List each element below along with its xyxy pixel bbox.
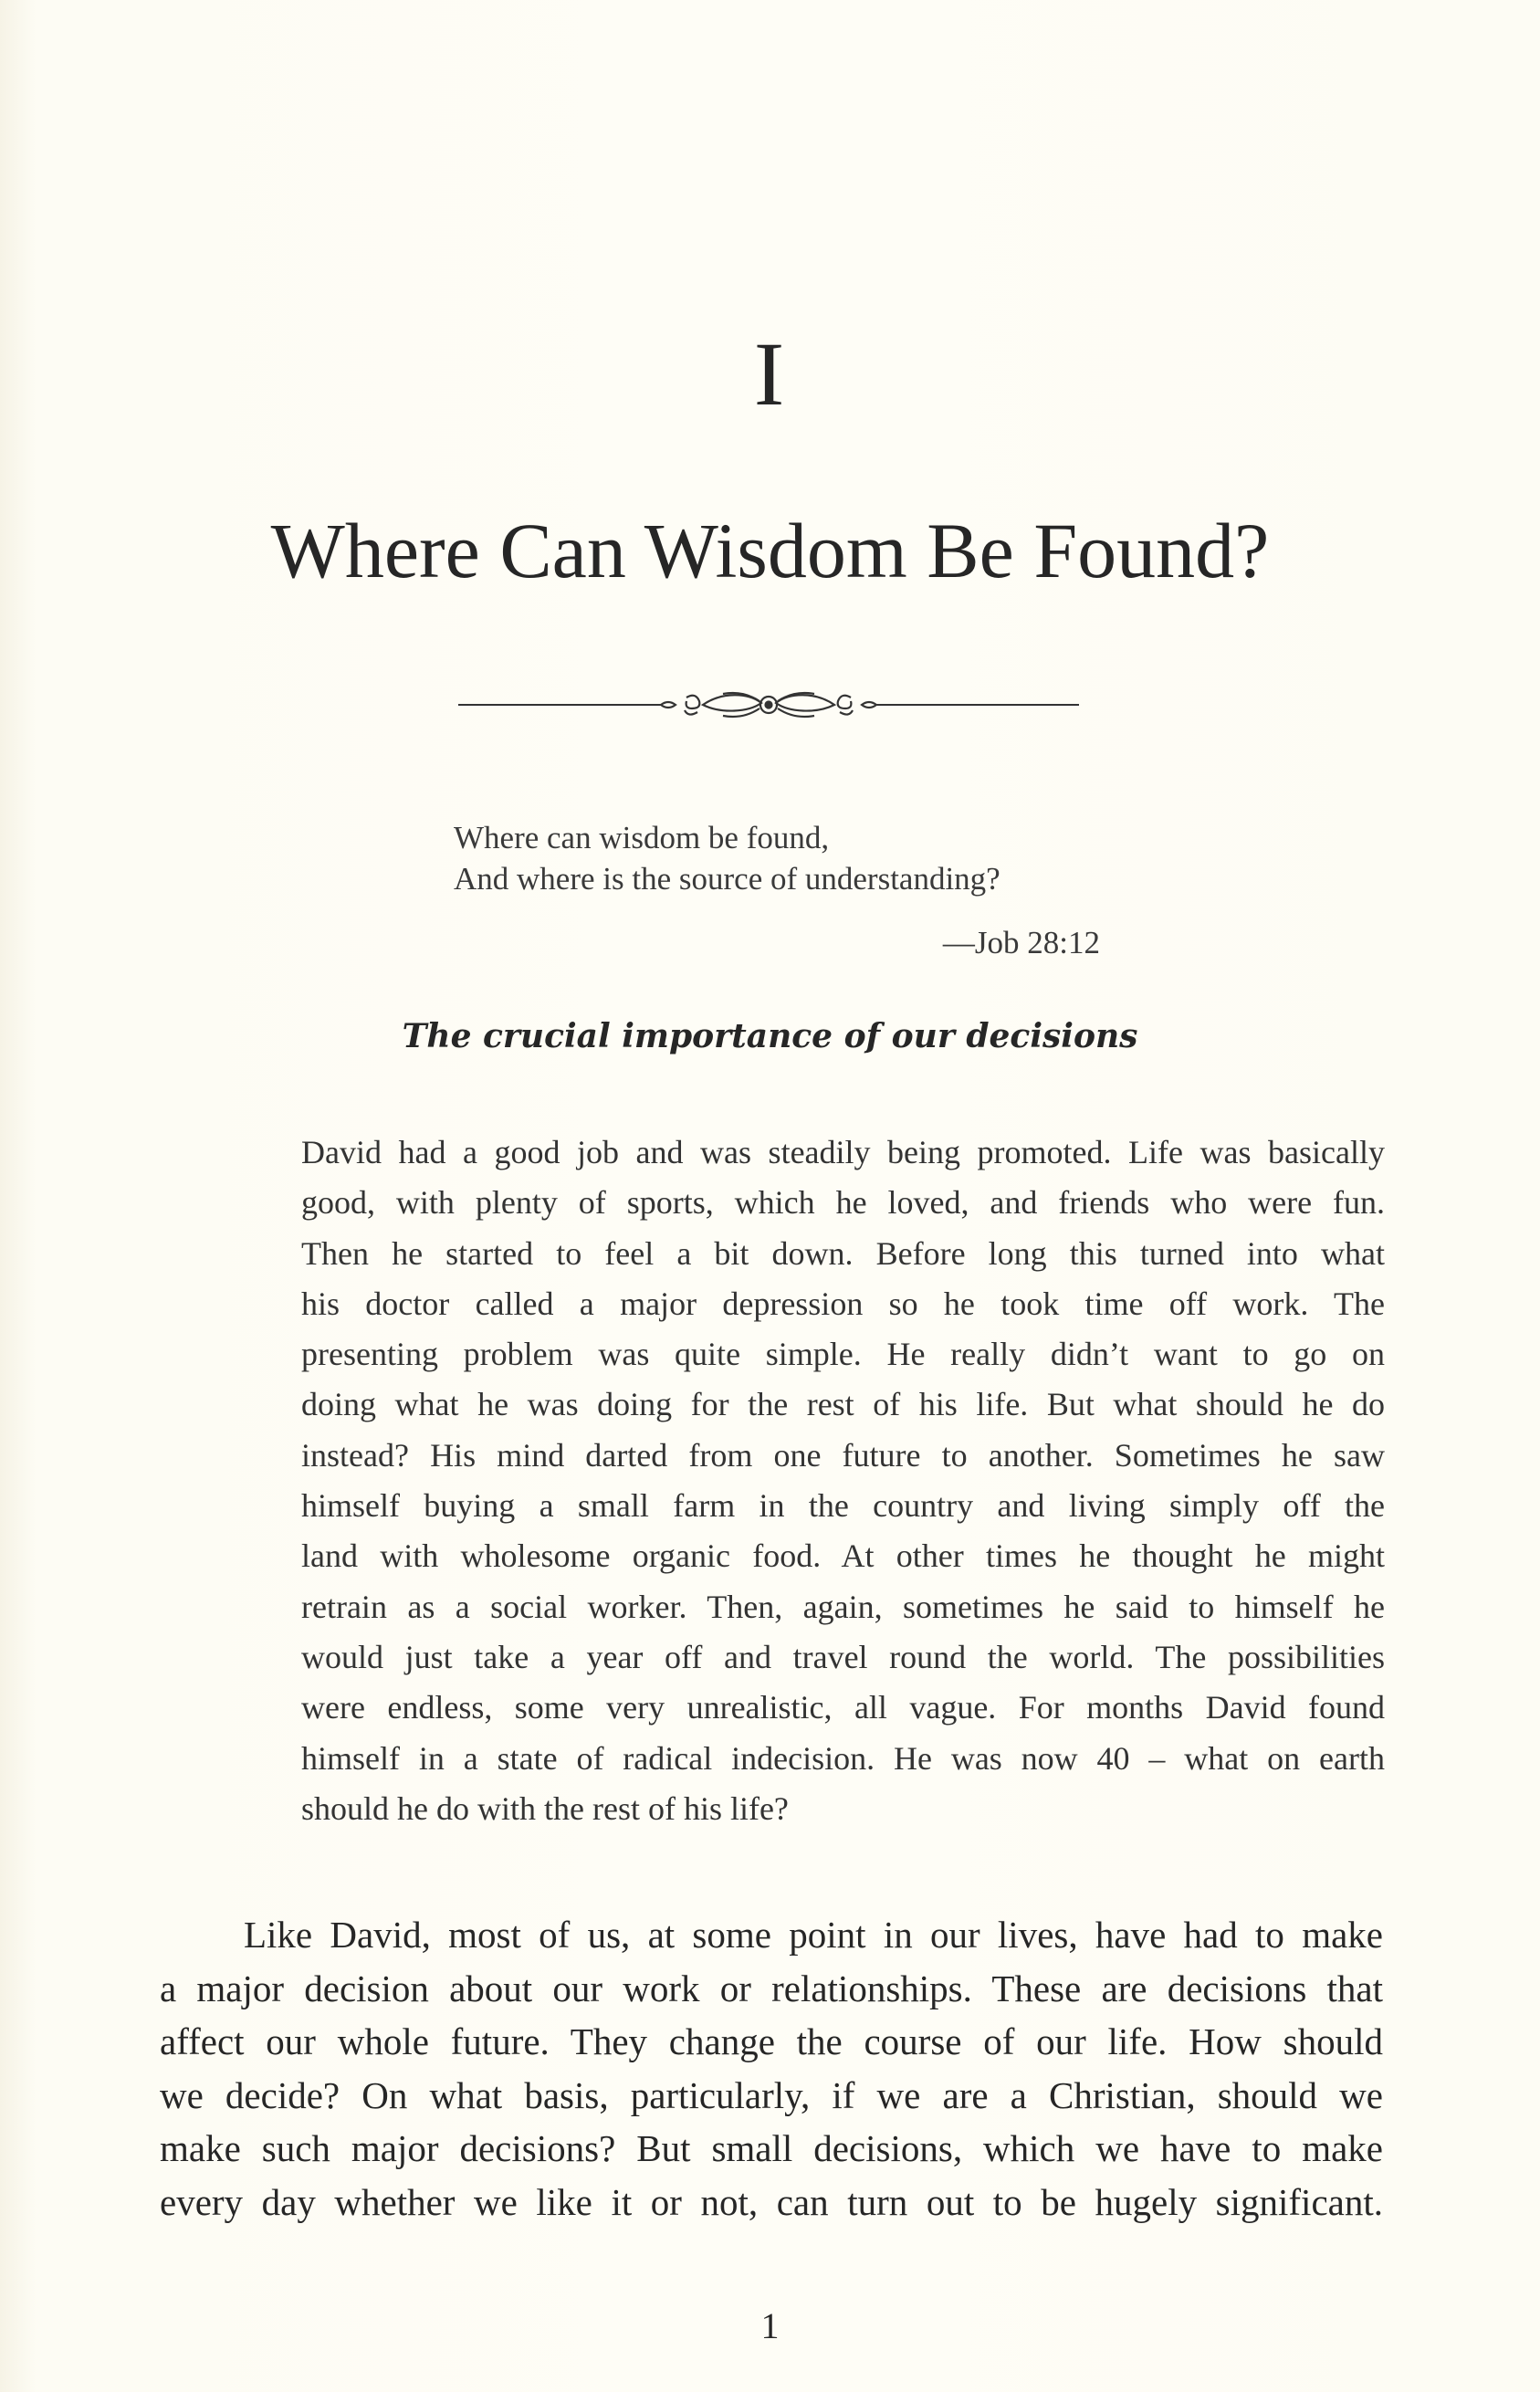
paragraph-line: presenting problem was quite simple. He really didn’t want to go on	[301, 1336, 1385, 1373]
paragraph-line: himself in a state of radical indecision. He was now 40 – what on earth	[301, 1739, 1385, 1777]
epigraph-source: —Job 28:12	[942, 925, 1100, 960]
paragraph-line: affect our whole future. They change the course of our life. How should	[160, 2020, 1383, 2063]
paragraph-line: make such major decisions? But small decisions, which we have to make	[160, 2127, 1383, 2170]
paragraph-line: Then he started to feel a bit down. Before long this turned into what	[301, 1234, 1385, 1272]
page-number: 1	[760, 2305, 780, 2346]
ornament-divider-icon	[458, 687, 1079, 723]
case-study-paragraph	[301, 1128, 1385, 1834]
paragraph-line: would just take a year off and travel round the world. The possibilities	[301, 1638, 1385, 1675]
paragraph-line: his doctor called a major depression so he took time off work. The	[301, 1285, 1385, 1322]
paragraph-line: should he do with the rest of his life?	[301, 1789, 789, 1827]
paragraph-line: Like David, most of us, at some point in our lives, have had to make	[244, 1914, 1383, 1956]
paragraph-line: instead? His mind darted from one future to another. Sometimes he saw	[301, 1436, 1385, 1474]
paragraph-line: a major decision about our work or relationships. These are decisions that	[160, 1967, 1383, 2009]
paragraph-line: retrain as a social worker. Then, again, sometimes he said to himself he	[301, 1588, 1385, 1625]
chapter-number: I	[753, 323, 787, 425]
epigraph	[454, 817, 1111, 899]
paragraph-line: every day whether we like it or not, can turn out to be hugely significant.	[160, 2180, 1383, 2223]
paragraph-line: land with wholesome organic food. At other times he thought he might	[301, 1537, 1385, 1575]
paragraph-line: good, with plenty of sports, which he loved, and friends who were fun.	[301, 1184, 1385, 1222]
chapter-title: Where Can Wisdom Be Found?	[270, 507, 1270, 594]
body-paragraph	[160, 1908, 1383, 2229]
paragraph-line: David had a good job and was steadily being promoted. Life was basically	[301, 1134, 1385, 1170]
paragraph-line: doing what he was doing for the rest of his life. But what should he do	[301, 1386, 1385, 1423]
section-heading: The crucial importance of our decisions	[402, 1017, 1138, 1055]
paragraph-line: were endless, some very unrealistic, all vague. For months David found	[301, 1689, 1385, 1726]
paragraph-line: himself buying a small farm in the country and living simply off the	[301, 1487, 1385, 1525]
epigraph-line: Where can wisdom be found,	[454, 820, 830, 855]
epigraph-line: And where is the source of understanding?	[454, 861, 1000, 897]
paragraph-line: we decide? On what basis, particularly, if we are a Christian, should we	[160, 2073, 1383, 2116]
